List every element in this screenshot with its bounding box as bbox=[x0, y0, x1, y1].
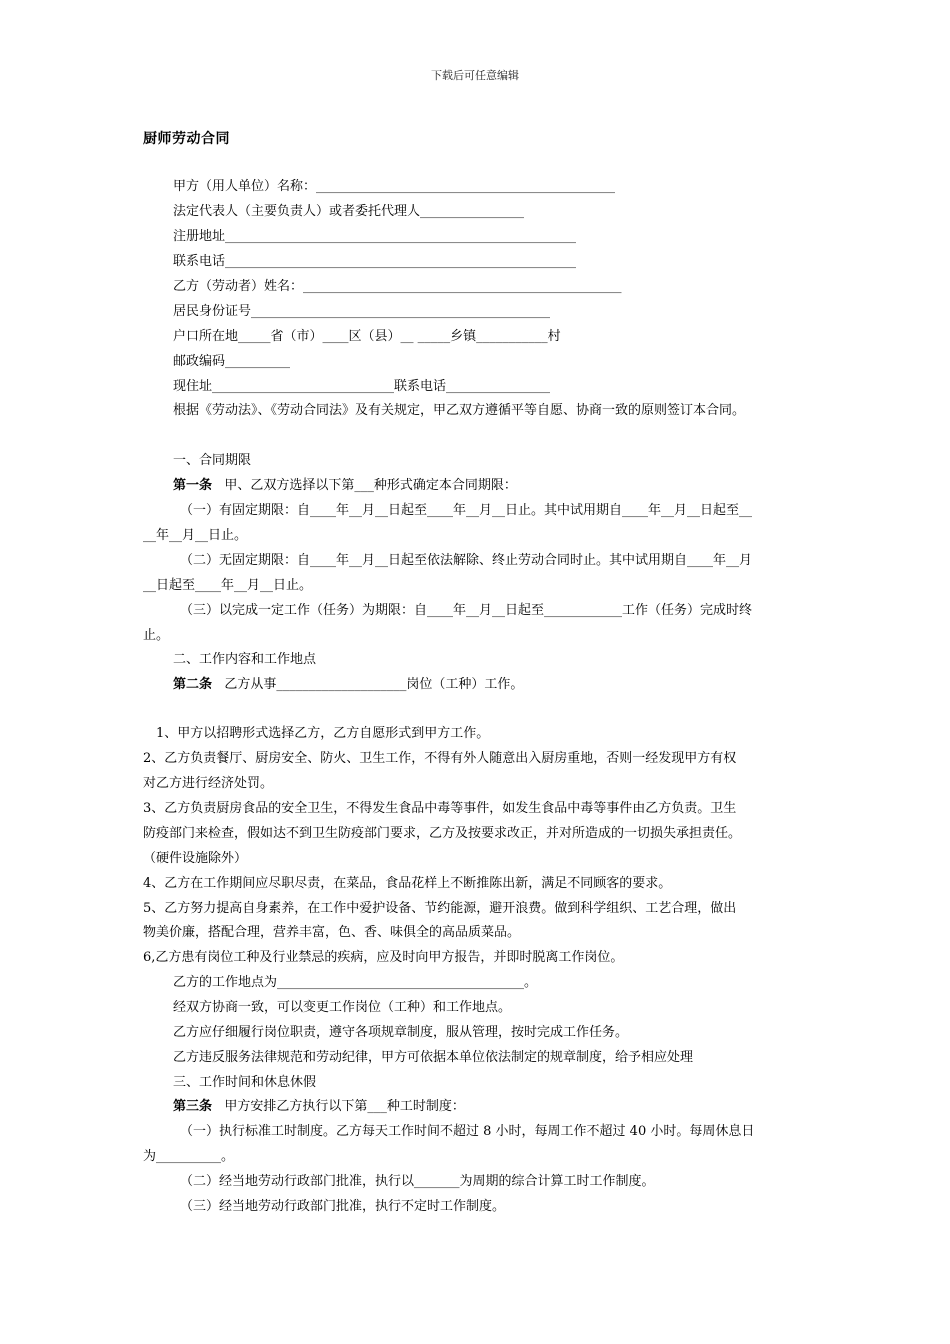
clause-2-line2: 对乙方进行经济处罚。 bbox=[143, 776, 274, 791]
article3 bbox=[173, 1099, 465, 1115]
clause-1: 1、甲方以招聘形式选择乙方，乙方自愿形式到甲方工作。 bbox=[156, 726, 490, 741]
clause-5-line2: 物美价廉，搭配合理，营养丰富，色、香、味俱全的高品质菜品。 bbox=[143, 925, 521, 940]
party-a-phone-line: 联系电话______________________________________________________ bbox=[173, 254, 577, 269]
clause-6: 6,乙方患有岗位工种及行业禁忌的疾病，应及时向甲方报告，并即时脱离工作岗位。 bbox=[143, 950, 624, 965]
term-fixed-line2: __年__月__日止。 bbox=[143, 528, 248, 543]
flexible-hours-line: （三）经当地劳动行政部门批准，执行不定时工作制度。 bbox=[180, 1199, 506, 1214]
current-address-line: 现住址____________________________联系电话________________ bbox=[173, 379, 551, 394]
registered-address-line: 注册地址______________________________________________________ bbox=[173, 229, 577, 244]
article3-text: 甲方安排乙方执行以下第___种工时制度： bbox=[212, 1099, 465, 1114]
article1-text: 甲、乙双方选择以下第___种形式确定本合同期限： bbox=[212, 478, 517, 493]
legal-representative-line: 法定代表人（主要负责人）或者委托代理人________________ bbox=[173, 204, 525, 219]
workplace-line: 乙方的工作地点为______________________________________。 bbox=[173, 975, 538, 990]
clause-3-line2: 防疫部门来检查，假如达不到卫生防疫部门要求，乙方及按要求改正，并对所造成的一切损失承担责任。 bbox=[143, 826, 742, 841]
standard-hours-line1: （一）执行标准工时制度。乙方每天工作时间不超过 8 小时，每周工作不超过 40 小时。每周休息日 bbox=[180, 1124, 755, 1139]
hukou-line: 户口所在地_____省（市）____区（县）__ _____乡镇___________村 bbox=[173, 329, 561, 344]
duty-line: 乙方应仔细履行岗位职责，遵守各项规章制度，服从管理，按时完成工作任务。 bbox=[173, 1025, 629, 1040]
discipline-line: 乙方违反服务法律规范和劳动纪律，甲方可依据本单位依法制定的规章制度，给予相应处理 bbox=[173, 1050, 694, 1065]
term-fixed-line1: （一）有固定期限：自____年__月__日起至____年__月__日止。其中试用期自____年__月__日起至__ bbox=[180, 503, 753, 518]
clause-2-line1: 2、乙方负责餐厅、厨房安全、防火、卫生工作，不得有外人随意出入厨房重地，否则一经发现甲方有权 bbox=[143, 751, 737, 766]
section2-heading: 二、工作内容和工作地点 bbox=[173, 652, 317, 667]
clause-5-line1: 5、乙方努力提高自身素养，在工作中爱护设备、节约能源，避开浪费。做到科学组织、工艺合理，做出 bbox=[143, 901, 737, 916]
comprehensive-hours-line: （二）经当地劳动行政部门批准，执行以_______为周期的综合计算工时工作制度。 bbox=[180, 1174, 655, 1189]
change-line: 经双方协商一致，可以变更工作岗位（工种）和工作地点。 bbox=[173, 1000, 512, 1015]
id-number-line: 居民身份证号______________________________________________ bbox=[173, 304, 551, 319]
party-a-name-line: 甲方（用人单位）名称：______________________________________________ bbox=[173, 179, 616, 194]
party-b-name-line: 乙方（劳动者）姓名：_________________________________________________ bbox=[173, 279, 622, 294]
article1 bbox=[173, 478, 517, 494]
postcode-line: 邮政编码__________ bbox=[173, 354, 291, 369]
document-title: 厨师劳动合同 bbox=[143, 131, 230, 147]
term-open-line2: __日起至____年__月__日止。 bbox=[143, 578, 313, 593]
term-task-line2: 止。 bbox=[143, 628, 170, 643]
clause-3-line3: （硬件设施除外） bbox=[143, 851, 248, 866]
watermark-text: 下载后可任意编辑 bbox=[431, 69, 519, 82]
clause-3-line1: 3、乙方负责厨房食品的安全卫生，不得发生食品中毒等事件，如发生食品中毒等事件由乙方负责。卫生 bbox=[143, 801, 737, 816]
section3-heading: 三、工作时间和休息休假 bbox=[173, 1075, 317, 1090]
term-task-line1: （三）以完成一定工作（任务）为期限：自____年__月__日起至____________工作（任务）完成时终 bbox=[180, 603, 753, 618]
section1-heading: 一、合同期限 bbox=[173, 453, 252, 468]
clause-4: 4、乙方在工作期间应尽职尽责，在菜品，食品花样上不断推陈出新，满足不同顾客的要求。 bbox=[143, 876, 672, 891]
standard-hours-line2: 为__________。 bbox=[143, 1149, 235, 1164]
article2-label: 第二条 bbox=[173, 677, 213, 692]
article1-label: 第一条 bbox=[173, 478, 213, 493]
article2-text: 乙方从事____________________岗位（工种）工作。 bbox=[212, 677, 524, 692]
legal-basis-line: 根据《劳动法》、《劳动合同法》及有关规定，甲乙双方遵循平等自愿、协商一致的原则签订本合同。 bbox=[173, 403, 746, 418]
article3-label: 第三条 bbox=[173, 1099, 213, 1114]
term-open-line1: （二）无固定期限：自____年__月__日起至依法解除、终止劳动合同时止。其中试用期自____年__月 bbox=[180, 553, 753, 568]
article2 bbox=[173, 677, 523, 693]
